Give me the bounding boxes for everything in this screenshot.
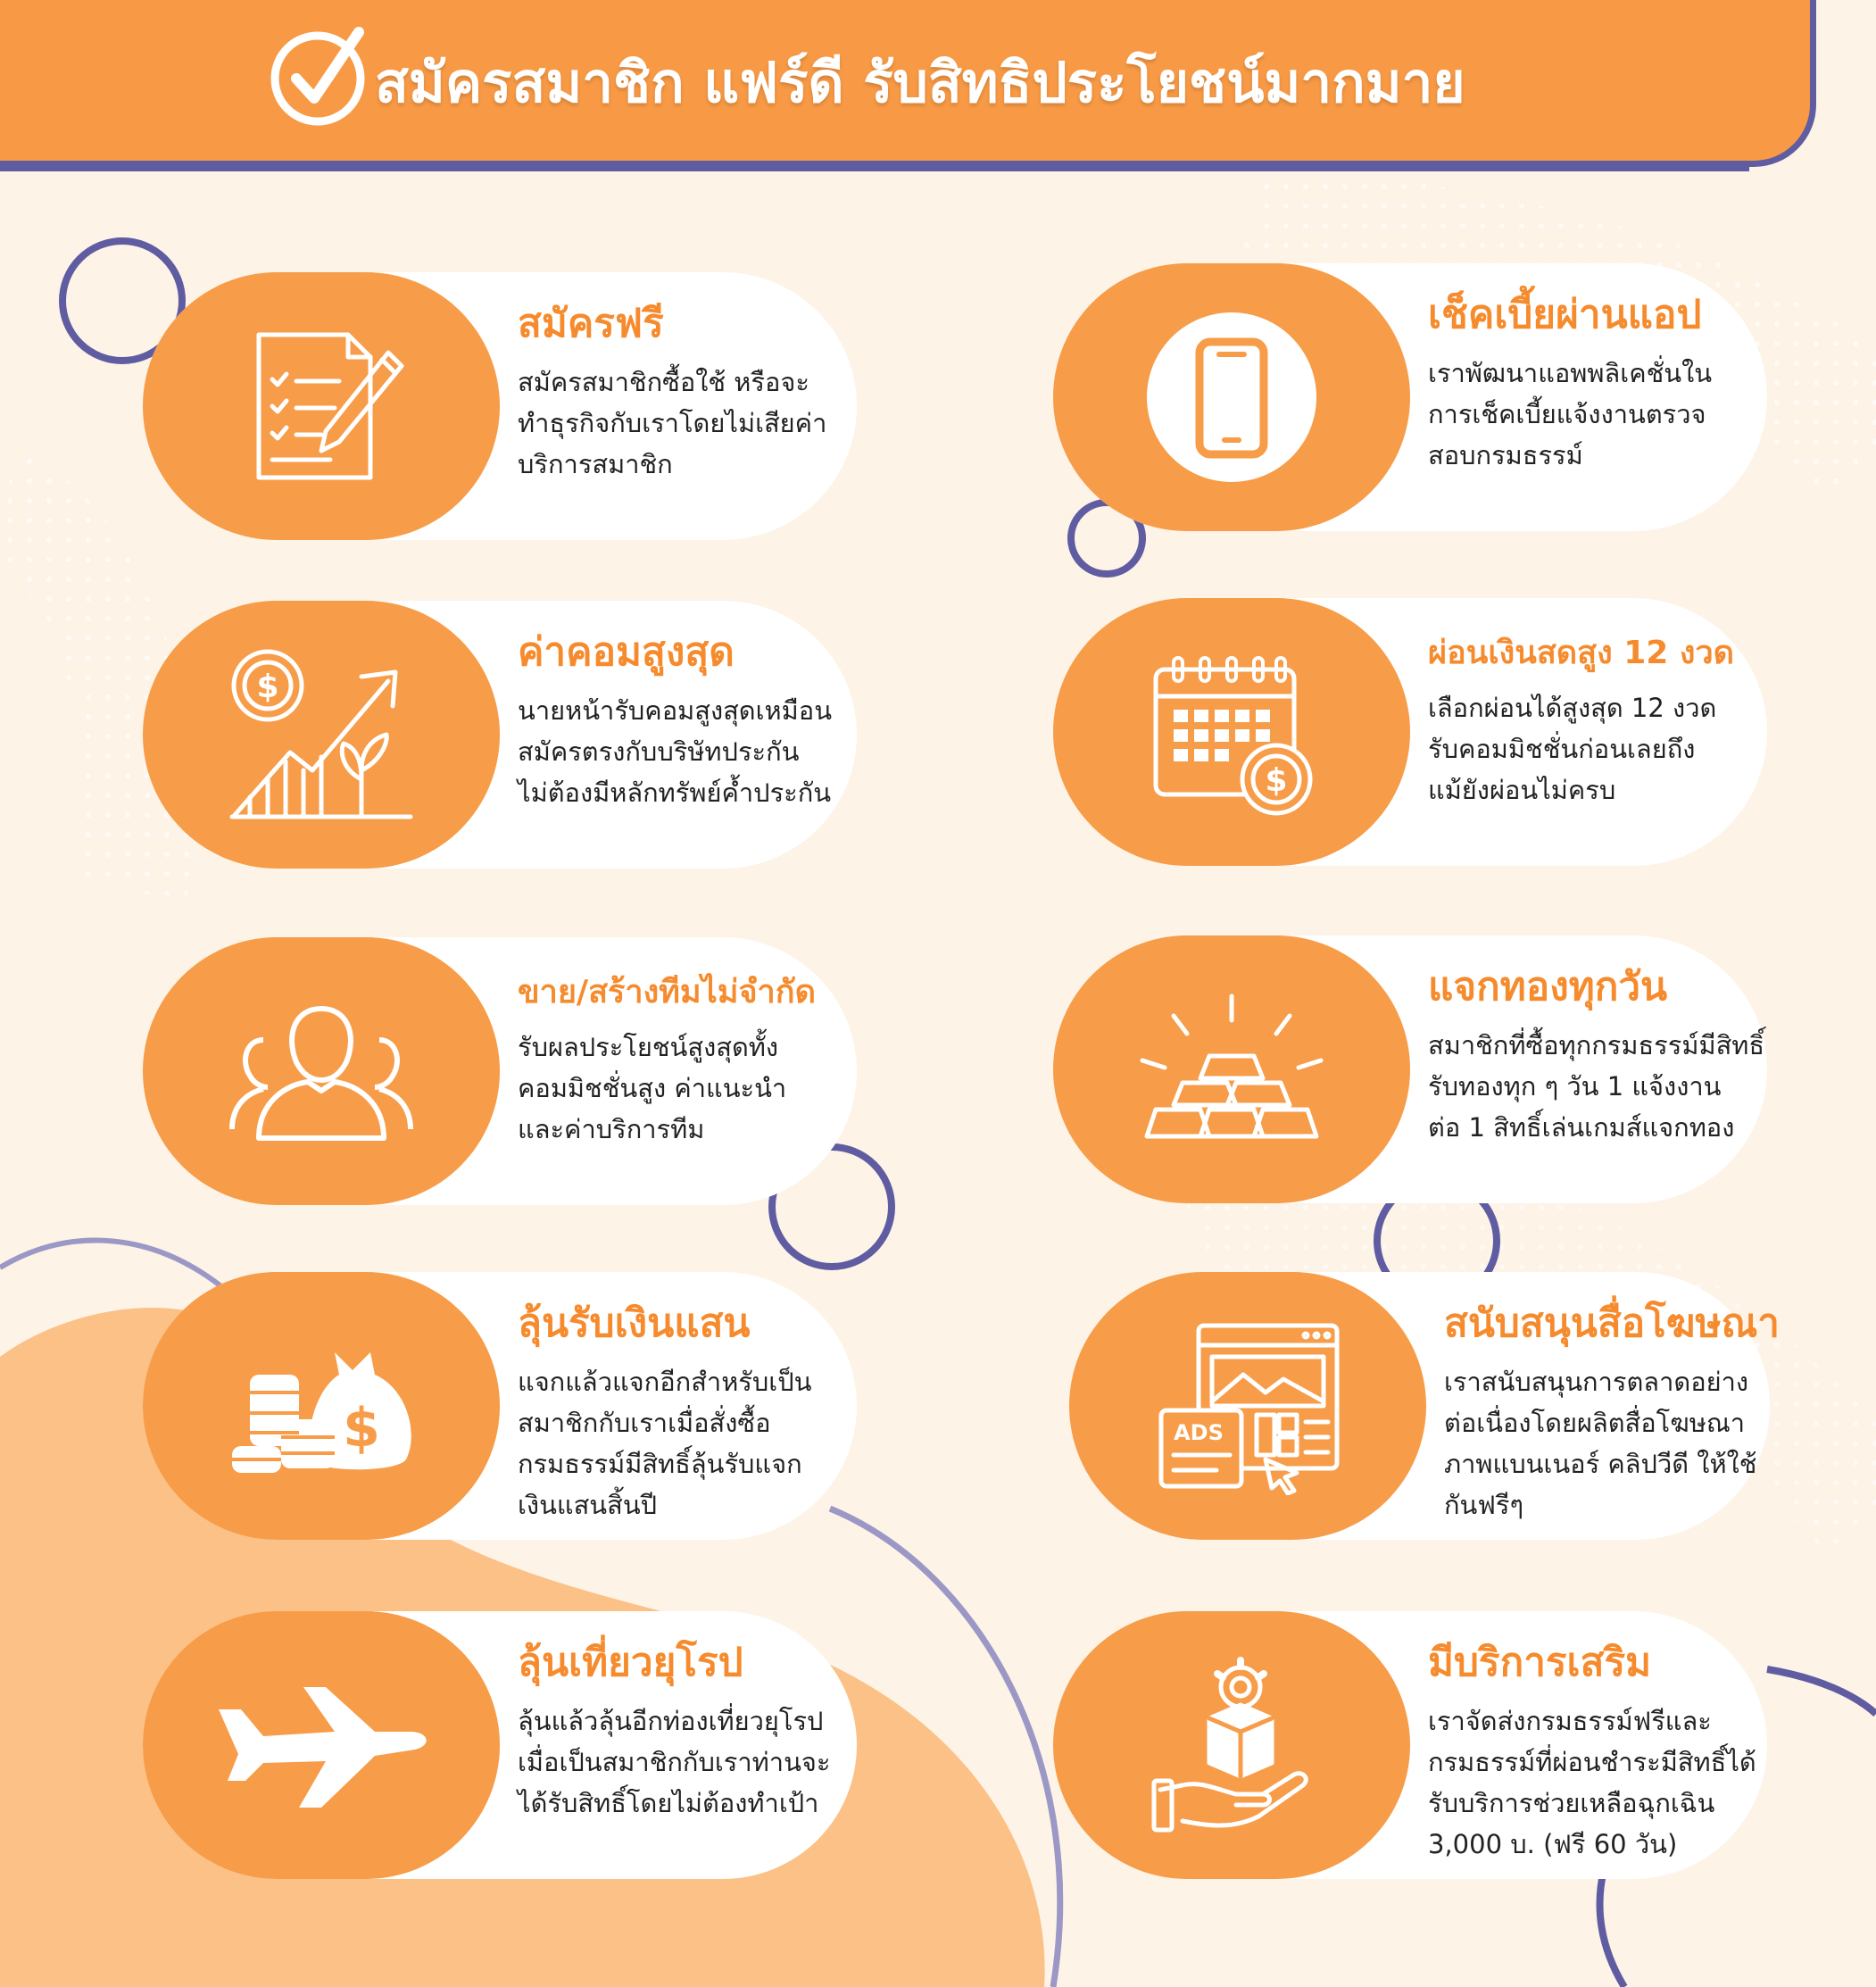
- svg-text:$: $: [343, 1397, 380, 1459]
- benefit-card-ads-support: [1069, 1272, 1780, 1540]
- benefit-card-app-check: [1053, 263, 1767, 531]
- card-title: สนับสนุนสื่อโฆษณา: [1444, 1301, 1780, 1346]
- smartphone-icon: [1142, 308, 1321, 486]
- benefit-card-cash-prize: [143, 1272, 857, 1540]
- benefit-card-installment: [1053, 598, 1767, 866]
- benefit-card-team-building: [143, 937, 857, 1205]
- card-title: ขาย/สร้างทีมไม่จำกัด: [518, 974, 816, 1010]
- card-description: สมัครสมาชิกซื้อใช้ หรือจะ ทำธุรกิจกับเราโดยไม่เสียค่า บริการสมาชิก: [518, 367, 827, 479]
- card-icon-box: [143, 272, 500, 540]
- card-description: ลุ้นแล้วลุ้นอีกท่องเที่ยวยุโรป เมื่อเป็นสมาชิกกับเราท่านจะ ได้รับสิทธิ์โดยไม่ต้องทำเป้า: [518, 1706, 831, 1818]
- card-icon-box: [143, 1272, 500, 1540]
- card-description: สมาชิกที่ซื้อทุกกรมธรรม์มีสิทธิ์ รับทองทุก ๆ วัน 1 แจ้งงาน ต่อ 1 สิทธิ์เล่นเกมส์แจกทอง: [1428, 1030, 1765, 1143]
- svg-text:ADS: ADS: [1174, 1420, 1224, 1445]
- money-bag-coins-icon: [228, 1334, 415, 1477]
- card-description: นายหน้ารับคอมสูงสุดเหมือน สมัครตรงกับบริษัทประกัน ไม่ต้องมีหลักทรัพย์ค้ำประกัน: [518, 695, 833, 808]
- card-title: แจกทองทุกวัน: [1428, 964, 1668, 1010]
- card-title: มีบริการเสริม: [1428, 1640, 1652, 1685]
- ads-media-icon: [1154, 1317, 1341, 1495]
- benefit-card-europe-trip: [143, 1611, 857, 1879]
- card-description: เราสนับสนุนการตลาดอย่าง ต่อเนื่องโดยผลิตสื่อโฆษณา ภาพแบนเนอร์ คลิปวีดี ให้ใช้ กันฟรีๆ: [1444, 1367, 1757, 1520]
- card-title: ลุ้นรับเงินแสน: [518, 1301, 751, 1346]
- checkmark-circle-icon: [266, 21, 375, 130]
- benefit-card-daily-gold: [1053, 935, 1767, 1203]
- card-icon-box: [1053, 935, 1410, 1203]
- card-icon-box: [143, 1611, 500, 1879]
- service-hand-gear-icon: [1151, 1656, 1312, 1834]
- svg-text:$: $: [256, 669, 279, 705]
- card-title: สมัครฟรี: [518, 301, 664, 346]
- card-description: เลือกผ่อนได้สูงสุด 12 งวด รับคอมมิชชั่นก่อนเลยถึง แม้ยังผ่อนไม่ครบ: [1428, 693, 1717, 805]
- card-title: ค่าคอมสูงสุด: [518, 629, 735, 675]
- calendar-payment-icon: [1142, 647, 1321, 817]
- card-title: ลุ้นเที่ยวยุโรป: [518, 1640, 743, 1685]
- card-icon-box: [1053, 1611, 1410, 1879]
- benefit-card-free-signup: [143, 272, 857, 540]
- card-icon-box: [1053, 263, 1410, 531]
- card-icon-box: [143, 937, 500, 1205]
- card-description: เราจัดส่งกรมธรรม์ฟรีและ กรมธรรม์ที่ผ่อนชำระมีสิทธิ์ได้ รับบริการช่วยเหลือฉุกเฉิน 3,000 บ. (ฟรี 60 วัน): [1428, 1706, 1756, 1859]
- benefit-card-extra-services: [1053, 1611, 1767, 1879]
- card-description: แจกแล้วแจกอีกสำหรับเป็น สมาชิกกับเราเมื่อสั่งซื้อ กรมธรรม์มีสิทธิ์ลุ้นรับแจก เงินแสนสิ้นปี: [518, 1367, 812, 1520]
- card-title: ผ่อนเงินสดสูง 12 งวด: [1428, 635, 1735, 671]
- commission-growth-icon: [228, 645, 415, 824]
- benefit-card-high-commission: [143, 601, 857, 869]
- card-icon-box: [143, 601, 500, 869]
- card-icon-box: [1069, 1272, 1426, 1540]
- svg-text:$: $: [1265, 762, 1288, 799]
- page-title: สมัครสมาชิก แฟร์ดี รับสิทธิประโยชน์มากมาย: [375, 50, 1465, 115]
- gold-bars-icon: [1133, 989, 1330, 1150]
- application-form-icon: [232, 326, 411, 486]
- card-description: รับผลประโยชน์สูงสุดทั้ง คอมมิชชั่นสูง ค่าแนะนำ และค่าบริการทีม: [518, 1032, 787, 1144]
- card-icon-box: [1053, 598, 1410, 866]
- airplane-icon: [210, 1683, 433, 1808]
- header-underline: [0, 162, 1749, 171]
- card-description: เราพัฒนาแอพพลิเคชั่นใน การเช็คเบี้ยแจ้งงานตรวจ สอบกรมธรรม์: [1428, 358, 1713, 470]
- card-title: เช็คเบี้ยผ่านแอป: [1428, 292, 1702, 337]
- team-users-icon: [223, 1000, 419, 1143]
